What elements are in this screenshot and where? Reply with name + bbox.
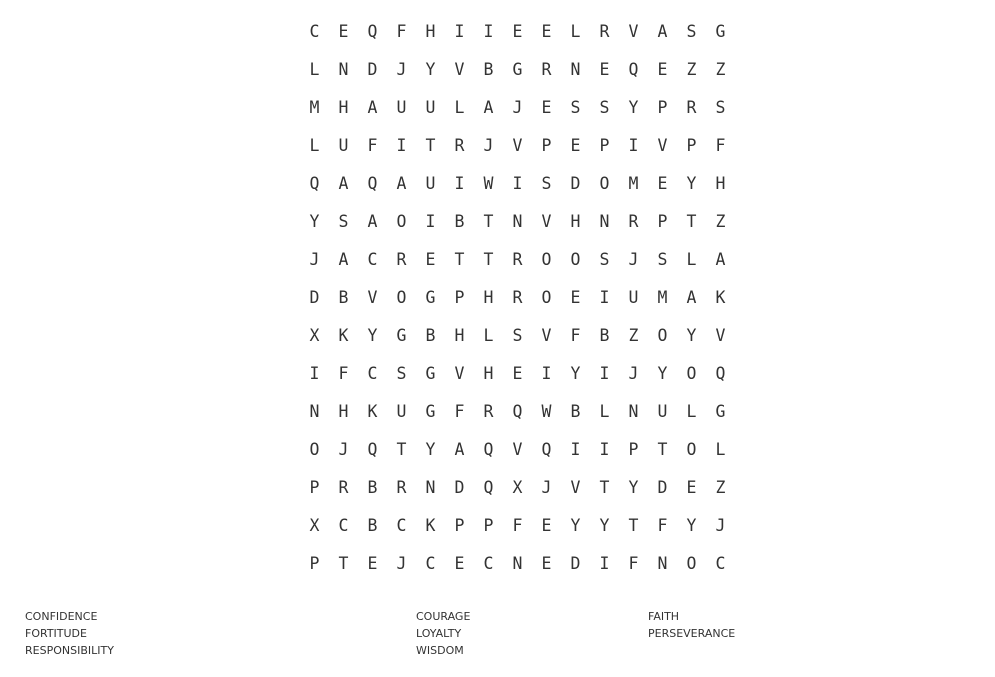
grid-cell[interactable]: S [570, 97, 581, 117]
grid-cell[interactable]: Y [425, 439, 436, 459]
grid-row [300, 202, 735, 240]
grid-cell[interactable]: C [425, 553, 436, 573]
grid-cell[interactable]: Y [367, 325, 378, 345]
grid-cell[interactable]: G [396, 325, 407, 345]
grid-cell[interactable]: T [628, 515, 639, 535]
grid-row [300, 468, 735, 506]
grid-cell[interactable]: H [454, 325, 465, 345]
grid-cell[interactable]: I [425, 211, 436, 231]
grid-cell[interactable]: E [454, 553, 465, 573]
grid-cell[interactable]: Z [686, 59, 697, 79]
grid-cell[interactable]: J [628, 363, 639, 383]
grid-cell[interactable]: M [309, 97, 320, 117]
grid-cell[interactable]: S [396, 363, 407, 383]
grid-cell[interactable]: L [483, 325, 494, 345]
grid-cell[interactable]: G [425, 401, 436, 421]
grid-cell[interactable]: X [309, 515, 320, 535]
grid-cell[interactable]: B [338, 287, 349, 307]
grid-cell[interactable]: V [541, 211, 552, 231]
grid-cell[interactable]: N [512, 553, 523, 573]
grid-cell[interactable]: V [570, 477, 581, 497]
grid-cell[interactable]: T [483, 211, 494, 231]
grid-cell[interactable]: K [367, 401, 378, 421]
grid-cell[interactable]: Z [715, 477, 726, 497]
grid-cell[interactable]: C [309, 21, 320, 41]
grid-cell[interactable]: I [628, 135, 639, 155]
grid-cell[interactable]: Q [483, 477, 494, 497]
grid-cell[interactable]: R [628, 211, 639, 231]
grid-cell[interactable]: Y [686, 515, 697, 535]
word-item: LOYALTY [416, 627, 462, 640]
grid-cell[interactable]: Z [628, 325, 639, 345]
grid-cell[interactable]: D [367, 59, 378, 79]
word-item: COURAGE [416, 610, 471, 623]
grid-cell[interactable]: F [512, 515, 523, 535]
grid-cell[interactable]: A [715, 249, 726, 269]
grid-cell[interactable]: Q [367, 173, 378, 193]
grid-row [300, 354, 735, 392]
grid-cell[interactable]: A [454, 439, 465, 459]
grid-cell[interactable]: J [512, 97, 523, 117]
grid-cell[interactable]: S [599, 97, 610, 117]
grid-cell[interactable]: A [686, 287, 697, 307]
grid-cell[interactable]: J [396, 553, 407, 573]
grid-cell[interactable]: L [715, 439, 726, 459]
grid-cell[interactable]: S [541, 173, 552, 193]
grid-cell[interactable]: P [309, 477, 320, 497]
grid-cell[interactable]: S [657, 249, 668, 269]
grid-cell[interactable]: N [425, 477, 436, 497]
grid-cell[interactable]: I [570, 439, 581, 459]
grid-cell[interactable]: L [570, 21, 581, 41]
grid-cell[interactable]: G [425, 287, 436, 307]
grid-row [300, 316, 735, 354]
grid-cell[interactable]: T [396, 439, 407, 459]
grid-cell[interactable]: Q [628, 59, 639, 79]
grid-cell[interactable]: R [338, 477, 349, 497]
grid-cell[interactable]: C [367, 249, 378, 269]
grid-cell[interactable]: O [309, 439, 320, 459]
grid-cell[interactable]: F [338, 363, 349, 383]
grid-cell[interactable]: T [483, 249, 494, 269]
grid-cell[interactable]: B [425, 325, 436, 345]
grid-cell[interactable]: H [570, 211, 581, 231]
grid-cell[interactable]: J [628, 249, 639, 269]
grid-cell[interactable]: N [657, 553, 668, 573]
grid-cell[interactable]: I [599, 363, 610, 383]
grid-cell[interactable]: Q [541, 439, 552, 459]
grid-cell[interactable]: S [686, 21, 697, 41]
grid-cell[interactable]: S [338, 211, 349, 231]
grid-cell[interactable]: N [599, 211, 610, 231]
grid-cell[interactable]: D [309, 287, 320, 307]
grid-cell[interactable]: R [454, 135, 465, 155]
grid-cell[interactable]: V [628, 21, 639, 41]
grid-cell[interactable]: T [425, 135, 436, 155]
grid-cell[interactable]: I [541, 363, 552, 383]
grid-cell[interactable]: Z [715, 211, 726, 231]
grid-cell[interactable]: O [570, 249, 581, 269]
grid-cell[interactable]: B [483, 59, 494, 79]
grid-cell[interactable]: V [454, 363, 465, 383]
grid-cell[interactable]: P [541, 135, 552, 155]
grid-cell[interactable]: V [657, 135, 668, 155]
grid-cell[interactable]: I [309, 363, 320, 383]
grid-cell[interactable]: R [541, 59, 552, 79]
grid-cell[interactable]: L [599, 401, 610, 421]
grid-cell[interactable]: A [367, 211, 378, 231]
grid-cell[interactable]: E [599, 59, 610, 79]
grid-cell[interactable]: V [715, 325, 726, 345]
grid-cell[interactable]: M [657, 287, 668, 307]
grid-cell[interactable]: N [309, 401, 320, 421]
grid-cell[interactable]: P [454, 287, 465, 307]
grid-cell[interactable]: S [715, 97, 726, 117]
grid-cell[interactable]: Y [628, 97, 639, 117]
word-column-2 [416, 608, 470, 659]
grid-cell[interactable]: I [454, 21, 465, 41]
grid-cell[interactable]: O [396, 211, 407, 231]
grid-cell[interactable]: C [715, 553, 726, 573]
grid-cell[interactable]: E [541, 553, 552, 573]
grid-cell[interactable]: Y [657, 363, 668, 383]
grid-cell[interactable]: E [570, 287, 581, 307]
grid-cell[interactable]: R [396, 249, 407, 269]
grid-cell[interactable]: R [686, 97, 697, 117]
grid-cell[interactable]: B [454, 211, 465, 231]
grid-cell[interactable]: B [599, 325, 610, 345]
grid-row [300, 240, 735, 278]
grid-cell[interactable]: E [657, 173, 668, 193]
grid-cell[interactable]: Q [512, 401, 523, 421]
grid-row [300, 50, 735, 88]
grid-cell[interactable]: Y [570, 363, 581, 383]
grid-cell[interactable]: A [657, 21, 668, 41]
grid-cell[interactable]: C [367, 363, 378, 383]
grid-cell[interactable]: E [541, 21, 552, 41]
grid-cell[interactable]: C [483, 553, 494, 573]
grid-cell[interactable]: R [396, 477, 407, 497]
grid-cell[interactable]: L [686, 249, 697, 269]
grid-cell[interactable]: H [483, 363, 494, 383]
grid-cell[interactable]: V [454, 59, 465, 79]
grid-cell[interactable]: E [657, 59, 668, 79]
grid-cell[interactable]: P [483, 515, 494, 535]
grid-cell[interactable]: V [512, 135, 523, 155]
grid-cell[interactable]: E [570, 135, 581, 155]
grid-cell[interactable]: T [599, 477, 610, 497]
grid-cell[interactable]: H [338, 401, 349, 421]
grid-cell[interactable]: D [454, 477, 465, 497]
grid-cell[interactable]: O [686, 553, 697, 573]
word-item: FAITH [648, 610, 680, 623]
grid-row [300, 544, 735, 582]
grid-cell[interactable]: E [425, 249, 436, 269]
grid-cell[interactable]: G [715, 21, 726, 41]
grid-cell[interactable]: U [628, 287, 639, 307]
grid-cell[interactable]: H [483, 287, 494, 307]
grid-cell[interactable]: N [512, 211, 523, 231]
grid-row [300, 278, 735, 316]
grid-row [300, 506, 735, 544]
grid-cell[interactable]: M [628, 173, 639, 193]
grid-cell[interactable]: L [309, 59, 320, 79]
grid-cell[interactable]: Q [367, 21, 378, 41]
grid-cell[interactable]: U [425, 173, 436, 193]
grid-cell[interactable]: S [512, 325, 523, 345]
grid-cell[interactable]: F [715, 135, 726, 155]
grid-cell[interactable]: T [657, 439, 668, 459]
grid-cell[interactable]: Y [599, 515, 610, 535]
grid-cell[interactable]: K [338, 325, 349, 345]
grid-cell[interactable]: I [599, 287, 610, 307]
grid-cell[interactable]: J [715, 515, 726, 535]
grid-cell[interactable]: O [396, 287, 407, 307]
grid-cell[interactable]: J [483, 135, 494, 155]
grid-cell[interactable]: R [483, 401, 494, 421]
grid-cell[interactable]: A [483, 97, 494, 117]
grid-cell[interactable]: G [715, 401, 726, 421]
grid-cell[interactable]: I [599, 439, 610, 459]
grid-cell[interactable]: K [425, 515, 436, 535]
grid-cell[interactable]: D [657, 477, 668, 497]
grid-row [300, 126, 735, 164]
grid-cell[interactable]: J [541, 477, 552, 497]
grid-cell[interactable]: J [309, 249, 320, 269]
grid-cell[interactable]: I [396, 135, 407, 155]
grid-cell[interactable]: O [657, 325, 668, 345]
grid-cell[interactable]: W [541, 401, 552, 421]
grid-cell[interactable]: P [309, 553, 320, 573]
grid-cell[interactable]: A [338, 249, 349, 269]
word-item: CONFIDENCE [25, 610, 98, 623]
grid-cell[interactable]: I [483, 21, 494, 41]
word-search-grid [300, 12, 735, 582]
grid-cell[interactable]: Y [628, 477, 639, 497]
grid-cell[interactable]: D [570, 173, 581, 193]
grid-cell[interactable]: C [396, 515, 407, 535]
grid-cell[interactable]: X [309, 325, 320, 345]
word-item: PERSEVERANCE [648, 627, 736, 640]
word-list [0, 608, 995, 668]
grid-cell[interactable]: F [396, 21, 407, 41]
grid-cell[interactable]: F [628, 553, 639, 573]
grid-cell[interactable]: T [454, 249, 465, 269]
grid-cell[interactable]: U [338, 135, 349, 155]
grid-cell[interactable]: Z [715, 59, 726, 79]
grid-cell[interactable]: I [454, 173, 465, 193]
grid-cell[interactable]: V [541, 325, 552, 345]
grid-cell[interactable]: E [686, 477, 697, 497]
grid-cell[interactable]: I [512, 173, 523, 193]
grid-cell[interactable]: F [657, 515, 668, 535]
word-column-3 [648, 608, 735, 642]
grid-cell[interactable]: E [367, 553, 378, 573]
grid-cell[interactable]: N [628, 401, 639, 421]
grid-cell[interactable]: P [686, 135, 697, 155]
grid-cell[interactable]: Y [686, 173, 697, 193]
grid-cell[interactable]: O [541, 287, 552, 307]
grid-cell[interactable]: F [454, 401, 465, 421]
word-column-1 [25, 608, 114, 659]
grid-cell[interactable]: H [425, 21, 436, 41]
grid-cell[interactable]: B [367, 477, 378, 497]
grid-cell[interactable]: E [512, 21, 523, 41]
grid-cell[interactable]: Q [715, 363, 726, 383]
grid-cell[interactable]: D [570, 553, 581, 573]
grid-cell[interactable]: Q [309, 173, 320, 193]
grid-cell[interactable]: F [367, 135, 378, 155]
grid-cell[interactable]: N [570, 59, 581, 79]
grid-cell[interactable]: U [425, 97, 436, 117]
grid-cell[interactable]: P [628, 439, 639, 459]
grid-cell[interactable]: A [338, 173, 349, 193]
grid-row [300, 164, 735, 202]
grid-cell[interactable]: A [367, 97, 378, 117]
grid-cell[interactable]: L [309, 135, 320, 155]
grid-cell[interactable]: H [715, 173, 726, 193]
grid-cell[interactable]: B [570, 401, 581, 421]
grid-cell[interactable]: Y [309, 211, 320, 231]
grid-cell[interactable]: X [512, 477, 523, 497]
grid-cell[interactable]: C [338, 515, 349, 535]
grid-cell[interactable]: P [599, 135, 610, 155]
grid-cell[interactable]: A [396, 173, 407, 193]
grid-cell[interactable]: U [396, 97, 407, 117]
word-item: WISDOM [416, 644, 464, 657]
grid-cell[interactable]: B [367, 515, 378, 535]
grid-row [300, 12, 735, 50]
grid-cell[interactable]: L [454, 97, 465, 117]
grid-cell[interactable]: O [686, 439, 697, 459]
grid-cell[interactable]: Y [425, 59, 436, 79]
grid-cell[interactable]: R [512, 249, 523, 269]
grid-cell[interactable]: E [541, 515, 552, 535]
grid-cell[interactable]: L [686, 401, 697, 421]
grid-cell[interactable]: W [483, 173, 494, 193]
grid-cell[interactable]: V [367, 287, 378, 307]
grid-cell[interactable]: P [454, 515, 465, 535]
grid-cell[interactable]: Y [686, 325, 697, 345]
grid-cell[interactable]: H [338, 97, 349, 117]
grid-cell[interactable]: K [715, 287, 726, 307]
grid-row [300, 88, 735, 126]
grid-cell[interactable]: G [425, 363, 436, 383]
grid-cell[interactable]: E [541, 97, 552, 117]
grid-cell[interactable]: O [686, 363, 697, 383]
grid-cell[interactable]: I [599, 553, 610, 573]
grid-row [300, 430, 735, 468]
word-item: RESPONSIBILITY [25, 644, 114, 657]
grid-cell[interactable]: O [541, 249, 552, 269]
grid-cell[interactable]: S [599, 249, 610, 269]
grid-row [300, 392, 735, 430]
grid-cell[interactable]: U [657, 401, 668, 421]
grid-cell[interactable]: J [338, 439, 349, 459]
grid-cell[interactable]: F [570, 325, 581, 345]
grid-cell[interactable]: V [512, 439, 523, 459]
grid-cell[interactable]: J [396, 59, 407, 79]
word-item: FORTITUDE [25, 627, 87, 640]
grid-cell[interactable]: R [599, 21, 610, 41]
grid-cell[interactable]: Y [570, 515, 581, 535]
grid-cell[interactable]: R [512, 287, 523, 307]
grid-cell[interactable]: P [657, 97, 668, 117]
grid-cell[interactable]: E [512, 363, 523, 383]
grid-cell[interactable]: T [338, 553, 349, 573]
grid-cell[interactable]: P [657, 211, 668, 231]
grid-cell[interactable]: T [686, 211, 697, 231]
grid-cell[interactable]: Q [367, 439, 378, 459]
grid-cell[interactable]: U [396, 401, 407, 421]
grid-cell[interactable]: Q [483, 439, 494, 459]
grid-cell[interactable]: E [338, 21, 349, 41]
grid-cell[interactable]: N [338, 59, 349, 79]
grid-cell[interactable]: G [512, 59, 523, 79]
grid-cell[interactable]: O [599, 173, 610, 193]
